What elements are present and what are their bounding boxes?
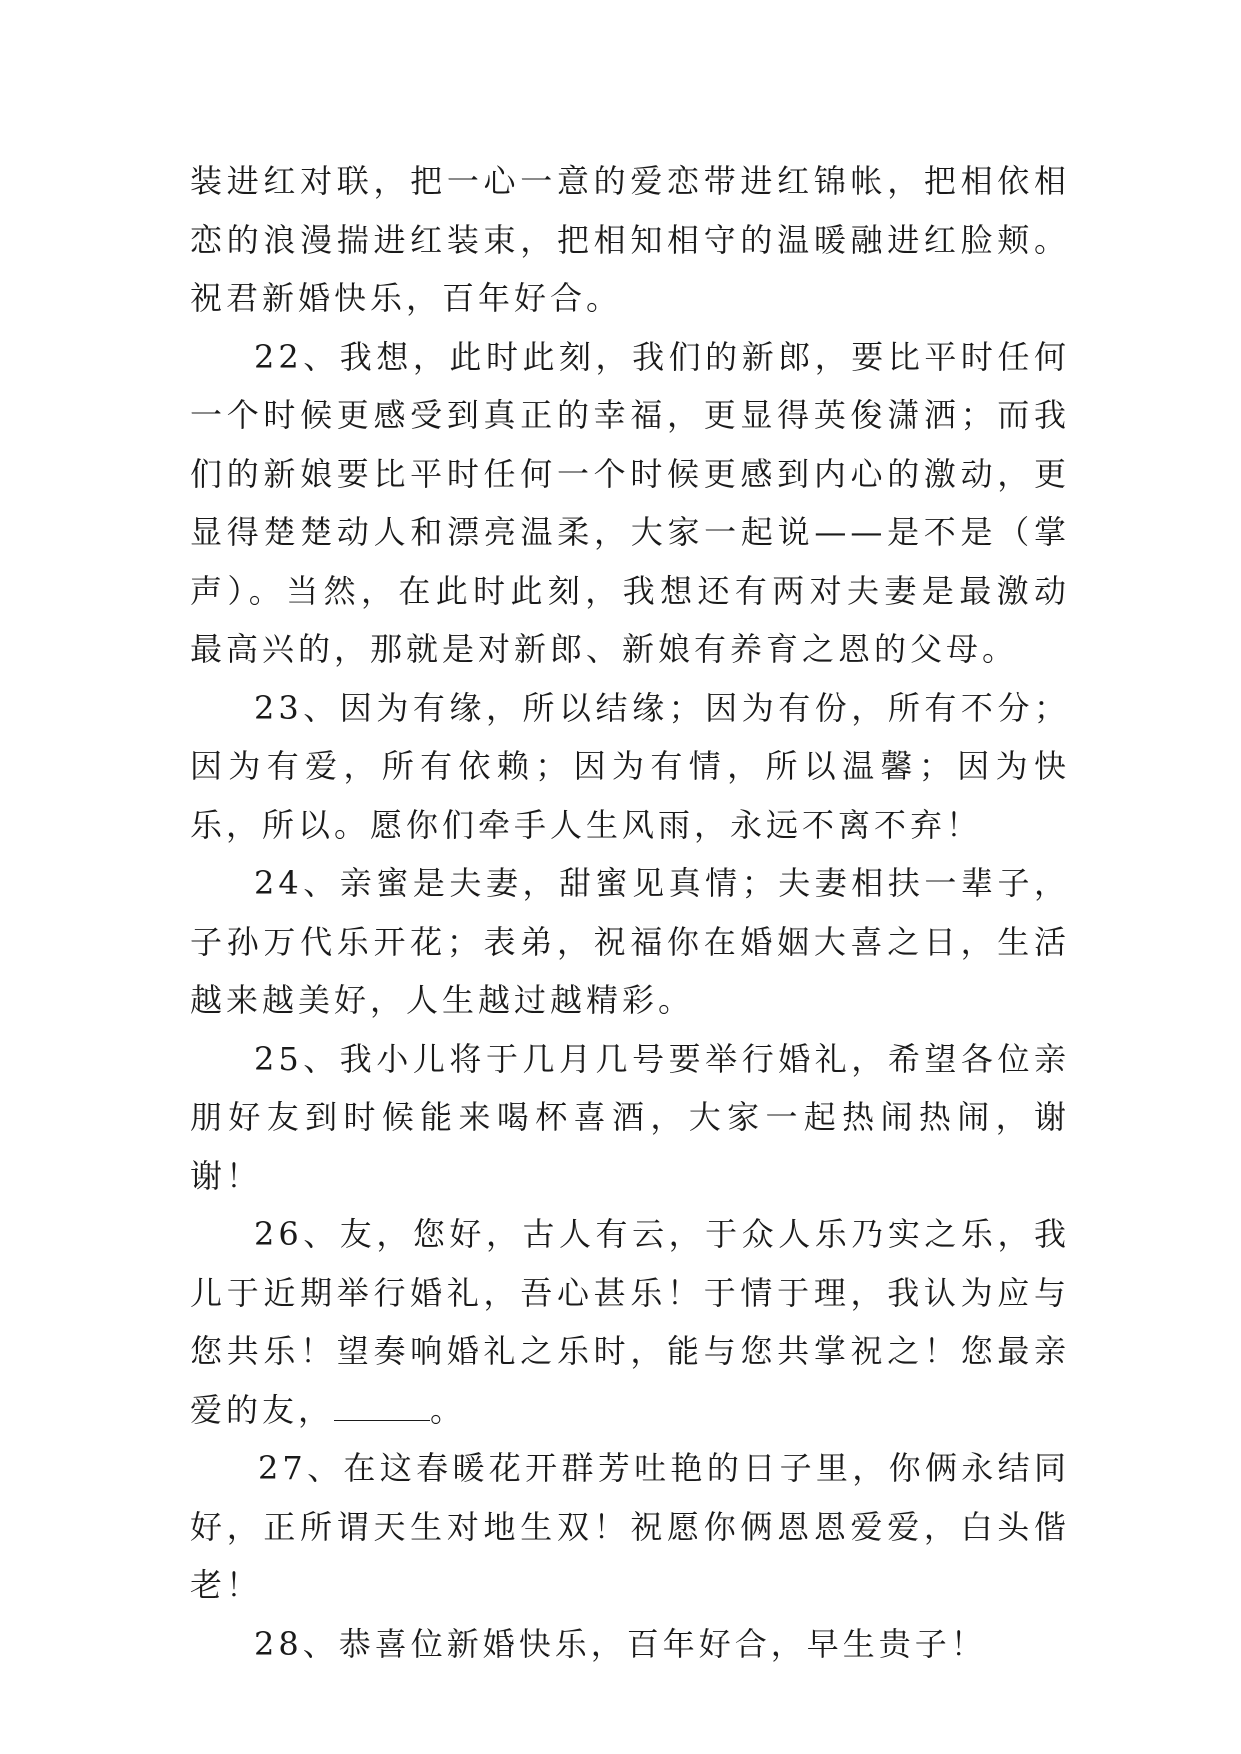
paragraph-28: 28、恭喜位新婚快乐，百年好合，早生贵子！ [254, 1624, 987, 1663]
paragraph-23: 23、因为有缘，所以结缘；因为有份，所有不分；因为有爱，所有依赖；因为有情，所以温馨；因为快乐，所以。愿你们牵手人生风雨，永远不离不弃！ [190, 688, 1070, 844]
paragraph-22: 22、我想，此时此刻，我们的新郎，要比平时任何一个时候更感受到真正的幸福，更显得英俊潇洒；而我们的新娘要比平时任何一个时候更感到内心的激动，更显得楚楚动人和漂亮温柔，大家一起说——是不是（掌声）。当然，在此时此刻，我想还有两对夫妻是最激动最高兴的，那就是对新郎、新娘有养育之恩的父母。 [190, 337, 1070, 668]
signature-blank-line [334, 1392, 430, 1420]
paragraph-25: 25、我小儿将于几月几号要举行婚礼，希望各位亲朋好友到时候能来喝杯喜酒，大家一起热闹热闹，谢谢！ [190, 1039, 1070, 1195]
paragraph-24: 24、亲蜜是夫妻，甜蜜见真情；夫妻相扶一辈子，子孙万代乐开花；表弟，祝福你在婚姻大喜之日，生活越来越美好，人生越过越精彩。 [190, 864, 1070, 1019]
document-body [190, 152, 1070, 1673]
paragraph-27: 27、在这春暖花开群芳吐艳的日子里，你俩永结同好，正所谓天生对地生双！祝愿你俩恩恩爱爱，白头偕老！ [190, 1449, 1070, 1604]
paragraph-26 [190, 1205, 1070, 1439]
paragraph-continuation: 装进红对联，把一心一意的爱恋带进红锦帐，把相依相恋的浪漫揣进红装束，把相知相守的温暖融进红脸颊。祝君新婚快乐，百年好合。 [190, 162, 1070, 317]
paragraph-26-suffix: 。 [430, 1390, 467, 1429]
paragraph-26-text: 26、友，您好，古人有云，于众人乐乃实之乐，我儿于近期举行婚礼，吾心甚乐！于情于理，我认为应与您共乐！望奏响婚礼之乐时，能与您共掌祝之！您最亲爱的友， [190, 1215, 1070, 1429]
